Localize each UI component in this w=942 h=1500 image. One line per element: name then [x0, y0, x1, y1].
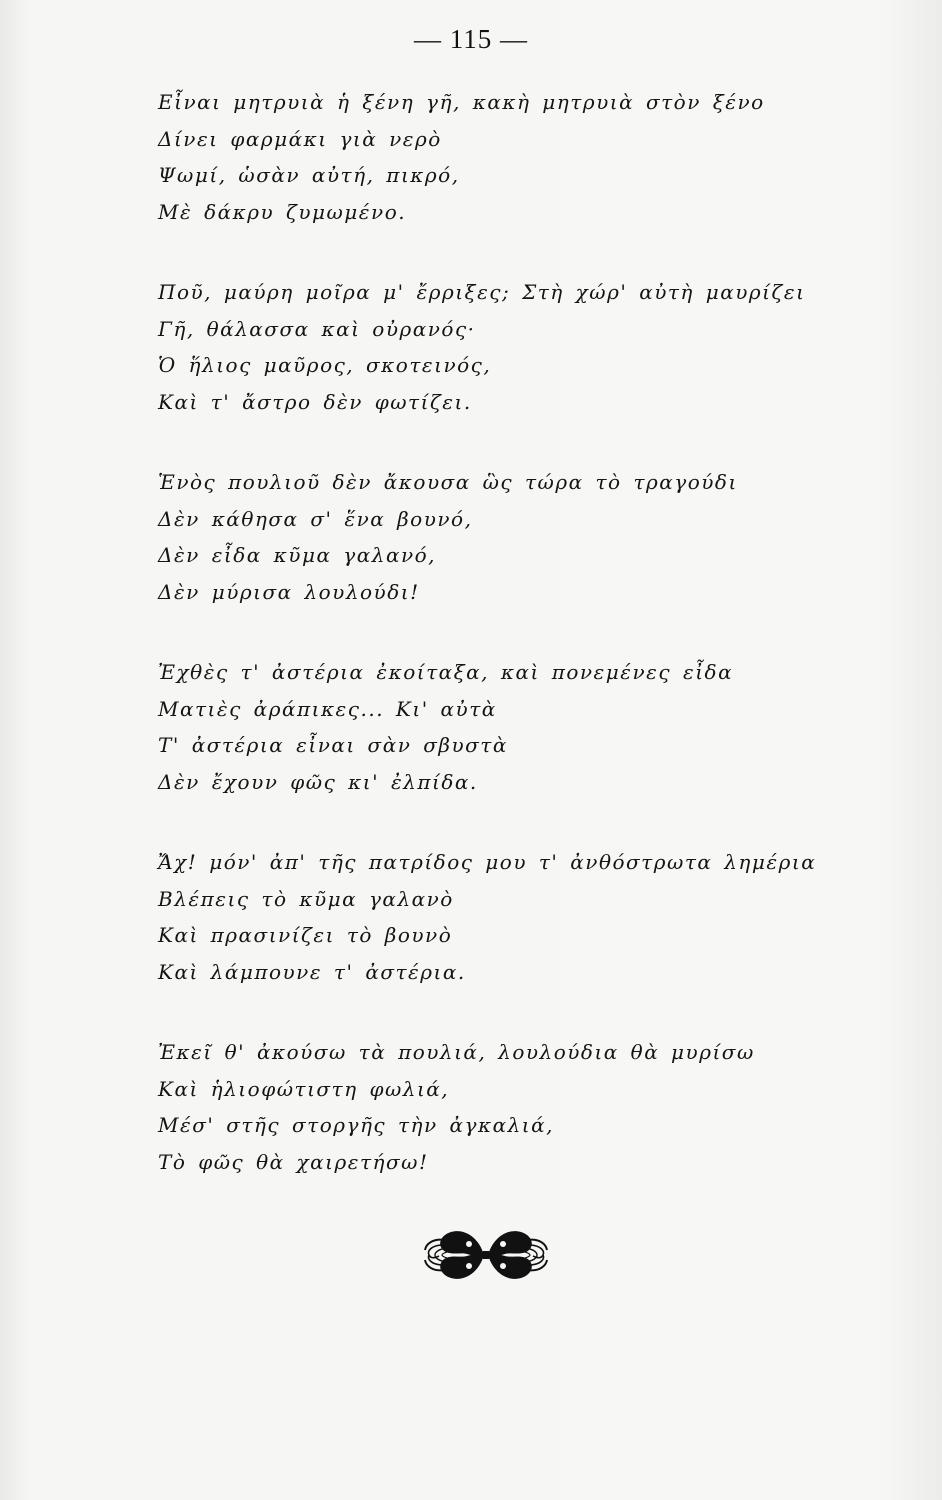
poem-line: Βλέπεις τὸ κῦμα γαλανὸ	[158, 886, 454, 911]
poem-line: Δὲν ἔχουν φῶς κι' ἐλπίδα.	[158, 769, 478, 794]
floral-fleuron-icon	[421, 1220, 551, 1290]
poem-line: Τ' ἀστέρια εἶναι σὰν σβυστὰ	[158, 733, 508, 757]
poem-line: Δὲν κάθησα σ' ἕνα βουνό,	[158, 506, 473, 531]
poem-line: Τὸ φῶς θὰ χαιρετήσω!	[158, 1149, 429, 1174]
stanza-6	[158, 1034, 878, 1180]
poem-line: Γῆ, θάλασσα καὶ οὐρανός·	[158, 316, 476, 341]
page-number: — 115 —	[414, 24, 528, 54]
stanza-3	[158, 464, 878, 610]
poem-line: Καὶ τ' ἄστρο δὲν φωτίζει.	[158, 389, 472, 414]
poem-line: Ἐκεῖ θ' ἀκούσω τὰ πουλιά, λουλούδια θὰ μυρίσω	[158, 1040, 755, 1064]
poem-line: Ὁ ἥλιος μαῦρος, σκοτεινός,	[158, 353, 492, 377]
fleuron-left-half	[425, 1231, 484, 1279]
poem-line: Δὲν μύρισα λουλούδι!	[158, 579, 420, 604]
poem-line: Δίνει φαρμάκι γιὰ νερὸ	[158, 126, 442, 151]
fleuron-right-half	[488, 1231, 547, 1279]
poem-line: Μέσ' στῆς στοργῆς τὴν ἀγκαλιά,	[158, 1113, 555, 1137]
poem-line: Εἶναι μητρυιὰ ἡ ξένη γῆ, κακὴ μητρυιὰ στὸν ξένο	[158, 90, 765, 114]
poem	[158, 84, 878, 1224]
poem-line: Ψωμί, ὡσὰν αὐτή, πικρό,	[158, 163, 460, 187]
stanza-1	[158, 84, 878, 230]
poem-line: Μὲ δάκρυ ζυμωμένο.	[158, 199, 407, 224]
stanza-4	[158, 654, 878, 800]
stanza-2	[158, 274, 878, 420]
poem-line: Ματιὲς ἀράπικες... Κι' αὐτὰ	[158, 696, 497, 721]
poem-line: Καὶ ἡλιοφώτιστη φωλιά,	[158, 1076, 450, 1101]
stanza-5	[158, 844, 878, 990]
poem-line: Ἑνὸς πουλιοῦ δὲν ἄκουσα ὣς τώρα τὸ τραγούδι	[158, 470, 738, 494]
poem-line: Ποῦ, μαύρη μοῖρα μ' ἔρριξες; Στὴ χώρ' αὐτὴ μαυρίζει	[158, 280, 806, 304]
poem-line: Ἐχθὲς τ' ἀστέρια ἐκοίταξα, καὶ πονεμένες εἶδα	[158, 660, 734, 684]
poem-line: Ἄχ! μόν' ἀπ' τῆς πατρίδος μου τ' ἀνθόστρωτα λημέρια	[158, 850, 817, 874]
poem-line: Δὲν εἶδα κῦμα γαλανό,	[158, 543, 437, 567]
poem-line: Καὶ πρασινίζει τὸ βουνὸ	[158, 923, 453, 947]
poem-line: Καὶ λάμπουνε τ' ἀστέρια.	[158, 959, 466, 984]
